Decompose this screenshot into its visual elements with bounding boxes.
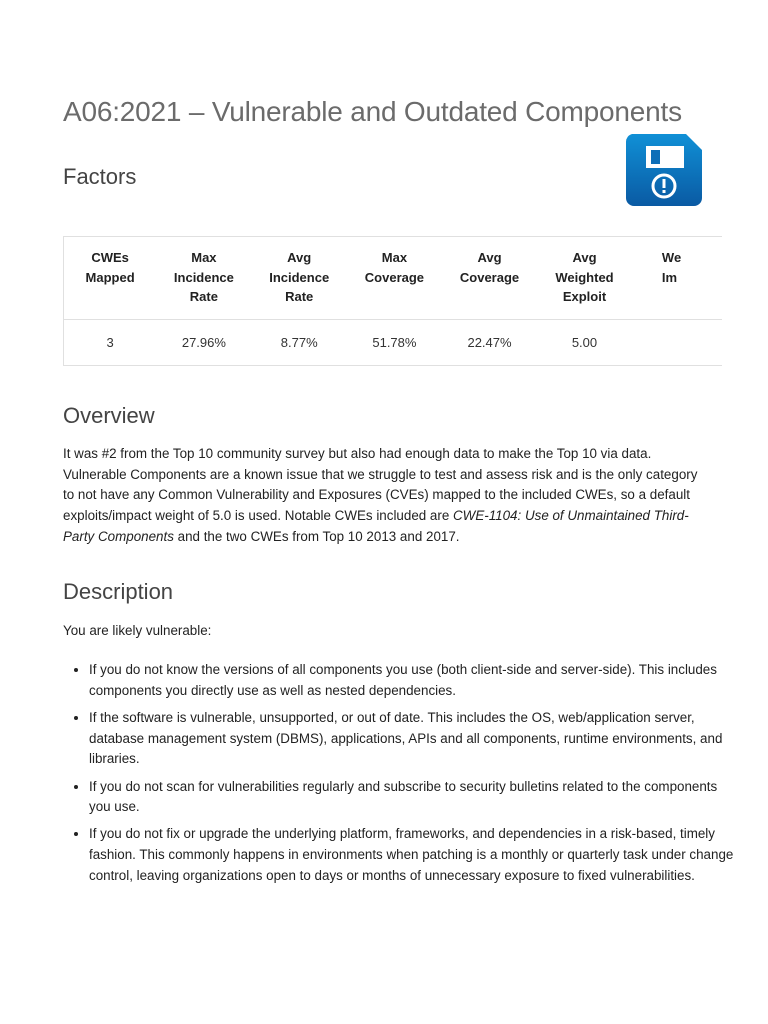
value-max-coverage: 51.78% bbox=[372, 334, 417, 350]
header-avg-weighted-exploit: Avg Weighted Exploit bbox=[537, 237, 632, 320]
value-cwes-mapped: 3 bbox=[106, 334, 114, 350]
floppy-disk-alert-icon-graphic bbox=[624, 132, 704, 208]
value-weighted-impact bbox=[632, 320, 722, 365]
list-item: • If the software is vulnerable, unsupported, or out of date. This includes the OS, web/application server, database management system (DBMS), applications, APIs and all components, runtime environments, and libraries. bbox=[89, 708, 734, 770]
header-cwes-mapped: CWEs Mapped bbox=[64, 237, 156, 320]
header-max-coverage: Max Coverage bbox=[347, 237, 442, 320]
value-avg-incidence-rate: 8.77% bbox=[280, 334, 318, 350]
header-avg-coverage: Avg Coverage bbox=[442, 237, 537, 320]
header-avg-incidence-rate: Avg Incidence Rate bbox=[252, 237, 347, 320]
vulnerability-list bbox=[63, 660, 734, 893]
header-max-incidence-rate: Max Incidence Rate bbox=[156, 237, 251, 320]
description-heading: Description bbox=[63, 579, 174, 604]
factors-table bbox=[63, 236, 722, 366]
description-intro: You are likely vulnerable: bbox=[63, 623, 212, 638]
cwe-1104-emphasis: CWE-1104: Use of Unmaintained Third-Party Components bbox=[63, 508, 689, 544]
factors-heading: Factors bbox=[63, 164, 137, 189]
list-item: • If you do not know the versions of all components you use (both client-side and server-side). This includes components you directly use as well as nested dependencies. bbox=[89, 660, 734, 701]
overview-paragraph: It was #2 from the Top 10 community survey but also had enough data to make the Top 10 via data. Vulnerable Components are a known issue that we struggle to test and assess risk and is the only category to not have any Common Vulnerability and Exposures (CVEs) mapped to the included CWEs, so a default exploits/impact weight of 5.0 is used. Notable CWEs included are CWE-1104: Use of Unmaintained Third-Party Components and the two CWEs from Top 10 2013 and 2017. bbox=[63, 446, 698, 544]
factors-header-row bbox=[64, 237, 722, 320]
factors-value-row bbox=[64, 320, 722, 365]
value-max-incidence-rate: 27.96% bbox=[181, 334, 226, 350]
list-item: • If you do not scan for vulnerabilities regularly and subscribe to security bulletins related to the components you use. bbox=[89, 777, 734, 818]
floppy-disk-alert-icon bbox=[624, 132, 704, 208]
value-avg-weighted-exploit: 5.00 bbox=[571, 334, 598, 350]
value-avg-coverage: 22.47% bbox=[467, 334, 512, 350]
list-item: • If you do not fix or upgrade the underlying platform, frameworks, and dependencies in a risk-based, timely fashion. This commonly happens in environments when patching is a monthly or quarterly task under change control, leaving organizations open to days or months of unnecessary exposure to fixed vulnerabilities. bbox=[89, 824, 734, 886]
overview-heading: Overview bbox=[63, 403, 155, 428]
page-title: A06:2021 – Vulnerable and Outdated Components bbox=[63, 96, 682, 127]
header-weighted-impact-cut: We Im bbox=[632, 237, 722, 320]
